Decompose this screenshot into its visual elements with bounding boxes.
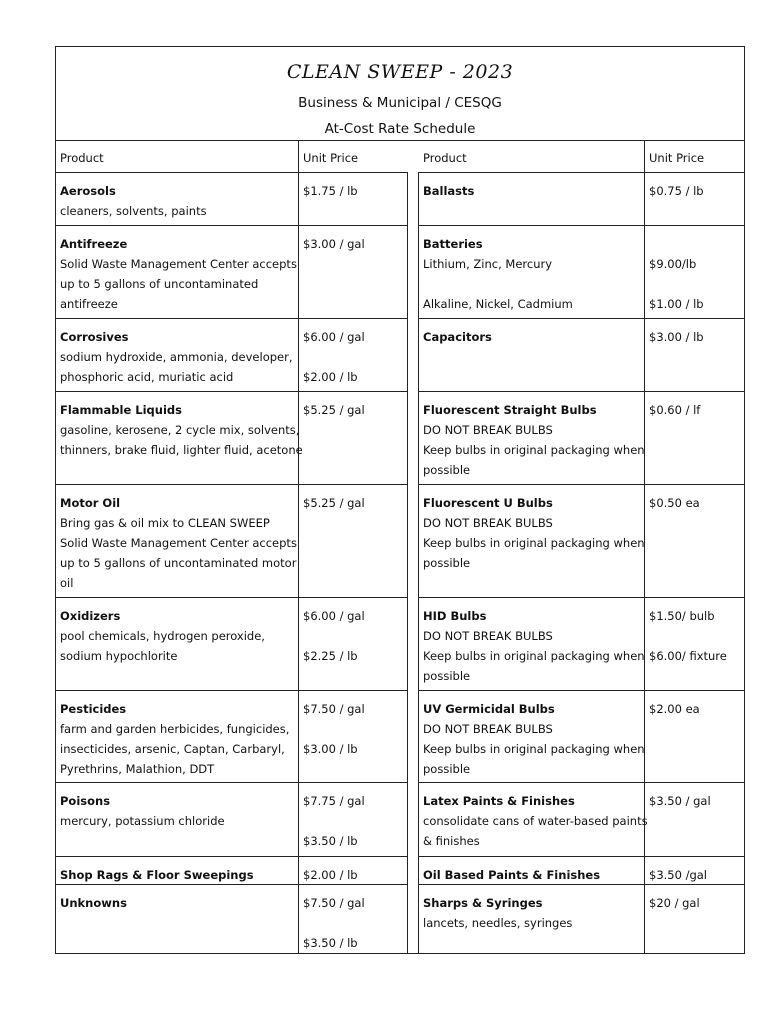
right-product-name: Sharps & Syringes: [423, 896, 543, 910]
left-unit-price: $6.00 / gal: [303, 609, 365, 623]
left-product-desc: pool chemicals, hydrogen peroxide,: [60, 629, 265, 643]
left-unit-price: $1.75 / lb: [303, 184, 358, 198]
right-unit-price: $3.50 /gal: [649, 868, 707, 882]
left-unit-price: $3.00 / gal: [303, 237, 365, 251]
left-product-desc: Pyrethrins, Malathion, DDT: [60, 762, 215, 776]
right-product-desc: consolidate cans of water-based paints: [423, 814, 648, 828]
right-product-desc: DO NOT BREAK BULBS: [423, 423, 553, 437]
left-row-divider: [55, 782, 407, 783]
right-row-divider: [418, 318, 745, 319]
left-product-name: Poisons: [60, 794, 111, 808]
left-product-desc: up to 5 gallons of uncontaminated: [60, 277, 259, 291]
right-product-name: Fluorescent Straight Bulbs: [423, 403, 597, 417]
right-product-desc: Keep bulbs in original packaging when: [423, 649, 645, 663]
left-product-desc: Solid Waste Management Center accepts: [60, 257, 297, 271]
left-product-desc: up to 5 gallons of uncontaminated motor: [60, 556, 297, 570]
left-product-desc: phosphoric acid, muriatic acid: [60, 370, 234, 384]
right-unit-price: $9.00/lb: [649, 257, 697, 271]
right-product-desc: Keep bulbs in original packaging when: [423, 742, 645, 756]
right-product-name: Ballasts: [423, 184, 475, 198]
left-product-name: Oxidizers: [60, 609, 121, 623]
right-row-divider: [418, 782, 745, 783]
right-product-desc: Lithium, Zinc, Mercury: [423, 257, 553, 271]
right-row-divider: [418, 391, 745, 392]
left-product-desc: mercury, potassium chloride: [60, 814, 225, 828]
right-row-divider: [418, 225, 745, 226]
left-unit-price: $5.25 / gal: [303, 496, 365, 510]
left-product-desc: oil: [60, 576, 74, 590]
left-product-name: Motor Oil: [60, 496, 121, 510]
right-product-desc: Keep bulbs in original packaging when: [423, 536, 645, 550]
right-product-name: UV Germicidal Bulbs: [423, 702, 555, 716]
left-product-name: Shop Rags & Floor Sweepings: [60, 868, 254, 882]
right-unit-price: $6.00/ fixture: [649, 649, 727, 663]
left-unit-price: $7.50 / gal: [303, 702, 365, 716]
right-price-header: Unit Price: [649, 151, 705, 165]
left-product-name: Pesticides: [60, 702, 127, 716]
right-product-desc: Keep bulbs in original packaging when: [423, 443, 645, 457]
left-table-edge: [407, 172, 408, 954]
schedule-title: At-Cost Rate Schedule: [324, 121, 476, 137]
left-product-desc: Solid Waste Management Center accepts: [60, 536, 297, 550]
right-product-name: Oil Based Paints & Finishes: [423, 868, 601, 882]
left-price-header: Unit Price: [303, 151, 359, 165]
right-product-desc: possible: [423, 669, 471, 683]
right-product-desc: & finishes: [423, 834, 480, 848]
left-unit-price: $2.00 / lb: [303, 868, 358, 882]
right-unit-price: $3.50 / gal: [649, 794, 711, 808]
left-product-desc: antifreeze: [60, 297, 118, 311]
right-unit-price: $3.00 / lb: [649, 330, 704, 344]
left-unit-price: $7.50 / gal: [303, 896, 365, 910]
right-product-desc: DO NOT BREAK BULBS: [423, 629, 553, 643]
right-unit-price: $1.00 / lb: [649, 297, 704, 311]
left-unit-price: $2.25 / lb: [303, 649, 358, 663]
left-unit-price: $6.00 / gal: [303, 330, 365, 344]
right-product-desc: DO NOT BREAK BULBS: [423, 722, 553, 736]
left-product-name: Aerosols: [60, 184, 116, 198]
right-unit-price: $0.60 / lf: [649, 403, 701, 417]
left-product-desc: insecticides, arsenic, Captan, Carbaryl,: [60, 742, 285, 756]
right-unit-price: $0.75 / lb: [649, 184, 704, 198]
right-row-divider: [418, 856, 745, 857]
left-header-divider: [55, 172, 407, 173]
right-product-name: Fluorescent U Bulbs: [423, 496, 553, 510]
right-product-header: Product: [423, 151, 467, 165]
right-product-desc: Alkaline, Nickel, Cadmium: [423, 297, 573, 311]
right-product-desc: possible: [423, 556, 471, 570]
right-product-desc: possible: [423, 762, 471, 776]
left-product-name: Flammable Liquids: [60, 403, 182, 417]
left-row-divider: [55, 597, 407, 598]
right-unit-price: $2.00 ea: [649, 702, 700, 716]
left-product-name: Unknowns: [60, 896, 127, 910]
right-row-divider: [418, 597, 745, 598]
document-title: CLEAN SWEEP - 2023: [286, 61, 514, 83]
left-product-desc: sodium hydroxide, ammonia, developer,: [60, 350, 293, 364]
left-product-desc: gasoline, kerosene, 2 cycle mix, solvents,: [60, 423, 300, 437]
left-unit-price: $7.75 / gal: [303, 794, 365, 808]
right-product-name: HID Bulbs: [423, 609, 487, 623]
left-row-divider: [55, 225, 407, 226]
right-product-desc: DO NOT BREAK BULBS: [423, 516, 553, 530]
right-row-divider: [418, 690, 745, 691]
left-product-desc: sodium hypochlorite: [60, 649, 178, 663]
right-product-name: Capacitors: [423, 330, 492, 344]
right-unit-price: $1.50/ bulb: [649, 609, 715, 623]
left-row-divider: [55, 856, 407, 857]
left-row-divider: [55, 318, 407, 319]
left-unit-price: $3.50 / lb: [303, 834, 358, 848]
left-product-desc: thinners, brake fluid, lighter fluid, acetone: [60, 443, 303, 457]
left-product-name: Corrosives: [60, 330, 129, 344]
document-subtitle: Business & Municipal / CESQG: [298, 95, 502, 111]
right-table-edge: [418, 172, 419, 954]
left-row-divider: [55, 391, 407, 392]
left-unit-price: $3.50 / lb: [303, 936, 358, 950]
right-unit-price: $20 / gal: [649, 896, 700, 910]
left-product-header: Product: [60, 151, 104, 165]
right-product-name: Batteries: [423, 237, 483, 251]
right-product-name: Latex Paints & Finishes: [423, 794, 575, 808]
left-unit-price: $2.00 / lb: [303, 370, 358, 384]
right-product-desc: possible: [423, 463, 471, 477]
right-unit-price: $0.50 ea: [649, 496, 700, 510]
right-product-desc: lancets, needles, syringes: [423, 916, 573, 930]
left-product-name: Antifreeze: [60, 237, 128, 251]
title-divider: [55, 140, 745, 141]
left-product-desc: cleaners, solvents, paints: [60, 204, 207, 218]
left-product-desc: farm and garden herbicides, fungicides,: [60, 722, 290, 736]
right-header-divider: [418, 172, 745, 173]
right-row-divider: [418, 484, 745, 485]
left-product-desc: Bring gas & oil mix to CLEAN SWEEP: [60, 516, 270, 530]
left-unit-price: $3.00 / lb: [303, 742, 358, 756]
left-price-column-line: [298, 140, 299, 954]
left-row-divider: [55, 690, 407, 691]
left-row-divider: [55, 484, 407, 485]
left-unit-price: $5.25 / gal: [303, 403, 365, 417]
